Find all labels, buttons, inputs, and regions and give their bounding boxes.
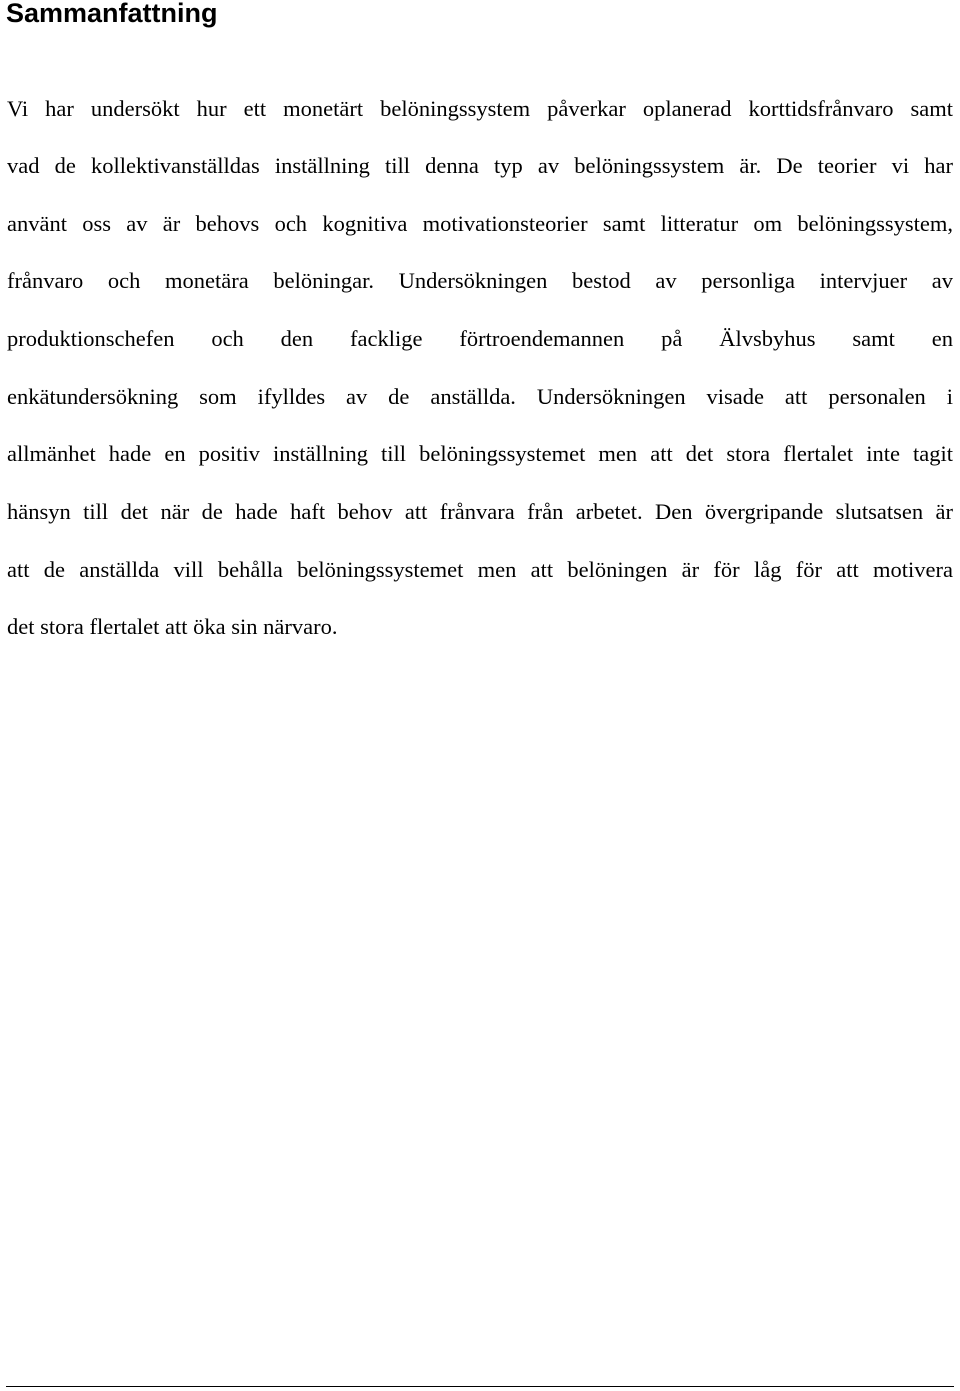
paragraph-line: använt oss av är behovs och kognitiva motivationsteorier samt litteratur om belöningssystem, — [7, 211, 953, 236]
paragraph-line: allmänhet hade en positiv inställning till belöningssystemet men att det stora flertalet inte tagit — [7, 441, 953, 466]
paragraph-line: hänsyn till det när de hade haft behov att frånvara från arbetet. Den övergripande slutsatsen är — [7, 499, 953, 524]
paragraph-line: enkätundersökning som ifylldes av de anställda. Undersökningen visade att personalen i — [7, 384, 953, 409]
footer-rule — [6, 1386, 954, 1387]
paragraph-line: vad de kollektivanställdas inställning till denna typ av belöningssystem är. De teorier vi har — [7, 153, 953, 178]
section-heading: Sammanfattning — [6, 0, 218, 28]
paragraph-line: det stora flertalet att öka sin närvaro. — [7, 614, 338, 639]
paragraph-line: produktionschefen och den facklige förtroendemannen på Älvsbyhus samt en — [7, 326, 953, 351]
paragraph-line: Vi har undersökt hur ett monetärt belöningssystem påverkar oplanerad korttidsfrånvaro samt — [7, 96, 953, 121]
paragraph-line: frånvaro och monetära belöningar. Undersökningen bestod av personliga intervjuer av — [7, 268, 953, 293]
paragraph-line: att de anställda vill behålla belöningssystemet men att belöningen är för låg för att motivera — [7, 557, 953, 582]
